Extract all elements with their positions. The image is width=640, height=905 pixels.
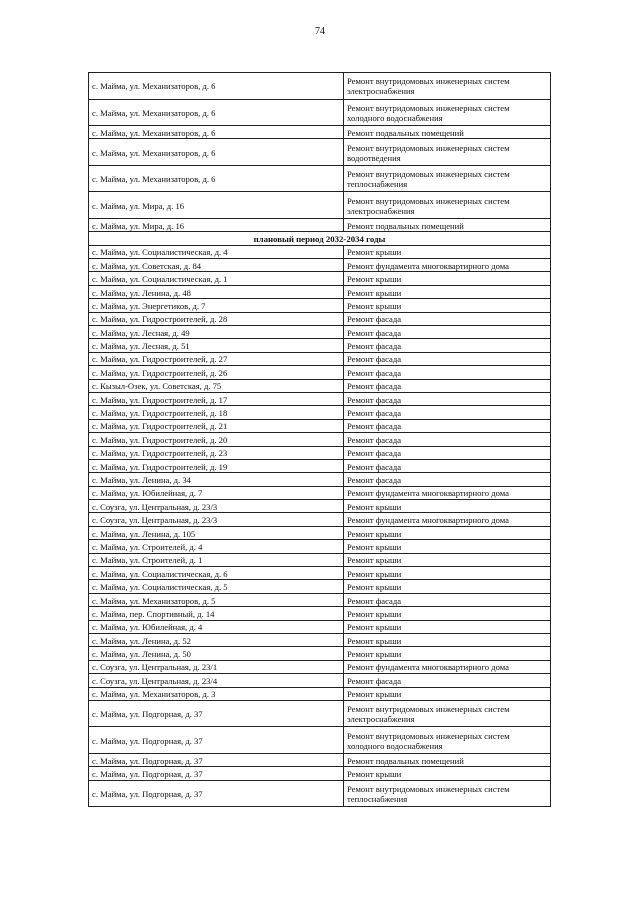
work-type-cell: Ремонт крыши [344,553,551,566]
table-row [89,540,551,553]
work-type-cell: Ремонт внутридомовых инженерных систем теплоснабжения [344,165,551,192]
table-row [89,299,551,312]
address-cell: с. Майма, ул. Строителей, д. 1 [89,553,344,566]
work-type-cell: Ремонт крыши [344,647,551,660]
table-row [89,192,551,219]
address-cell: с. Майма, ул. Юбилейная, д. 7 [89,486,344,499]
table-row [89,473,551,486]
address-cell: с. Майма, пер. Спортивный, д. 14 [89,607,344,620]
work-type-cell: Ремонт крыши [344,687,551,700]
work-type-cell: Ремонт крыши [344,272,551,285]
work-type-cell: Ремонт фасада [344,433,551,446]
address-cell: с. Майма, ул. Гидростроителей, д. 21 [89,419,344,432]
address-cell: с. Майма, ул. Механизаторов, д. 6 [89,73,344,100]
table-row [89,433,551,446]
work-type-cell: Ремонт фундамента многоквартирного дома [344,660,551,673]
table-row [89,259,551,272]
work-type-cell: Ремонт крыши [344,245,551,258]
address-cell: с. Майма, ул. Подгорная, д. 37 [89,753,344,766]
table-row [89,392,551,405]
section-title: плановый период 2032-2034 годы [89,232,551,245]
work-type-cell: Ремонт фасада [344,406,551,419]
table-row [89,218,551,231]
address-cell: с. Майма, ул. Ленина, д. 48 [89,285,344,298]
work-type-cell: Ремонт фасада [344,312,551,325]
work-type-cell: Ремонт фасада [344,352,551,365]
address-cell: с. Майма, ул. Механизаторов, д. 6 [89,139,344,166]
work-type-cell: Ремонт фасада [344,339,551,352]
work-type-cell: Ремонт внутридомовых инженерных систем холодного водоснабжения [344,727,551,754]
table-row [89,73,551,100]
address-cell: с. Майма, ул. Советская, д. 84 [89,259,344,272]
work-type-cell: Ремонт внутридомовых инженерных систем холодного водоснабжения [344,99,551,126]
table-body-after-section [89,245,551,807]
address-cell: с. Майма, ул. Лесная, д. 49 [89,326,344,339]
work-type-cell: Ремонт фасада [344,392,551,405]
table-row [89,674,551,687]
table-row [89,312,551,325]
address-cell: с. Майма, ул. Ленина, д. 50 [89,647,344,660]
work-type-cell: Ремонт фасада [344,366,551,379]
address-cell: с. Майма, ул. Ленина, д. 34 [89,473,344,486]
address-cell: с. Соузга, ул. Центральная, д. 23/3 [89,500,344,513]
table-row [89,526,551,539]
table-row [89,767,551,780]
address-cell: с. Майма, ул. Юбилейная, д. 4 [89,620,344,633]
table-row [89,660,551,673]
table-row [89,446,551,459]
table-row [89,285,551,298]
table-row [89,245,551,258]
address-cell: с. Майма, ул. Механизаторов, д. 5 [89,593,344,606]
table-row [89,352,551,365]
work-type-cell: Ремонт крыши [344,607,551,620]
work-type-cell: Ремонт фундамента многоквартирного дома [344,486,551,499]
work-type-cell: Ремонт фундамента многоквартирного дома [344,259,551,272]
table-row [89,379,551,392]
work-type-cell: Ремонт крыши [344,285,551,298]
work-type-cell: Ремонт крыши [344,580,551,593]
work-type-cell: Ремонт фундамента многоквартирного дома [344,513,551,526]
table-row [89,419,551,432]
address-cell: с. Кызыл-Озек, ул. Советская, д. 75 [89,379,344,392]
table-row [89,567,551,580]
address-cell: с. Майма, ул. Ленина, д. 52 [89,634,344,647]
work-type-cell: Ремонт фасада [344,473,551,486]
address-cell: с. Майма, ул. Гидростроителей, д. 20 [89,433,344,446]
address-cell: с. Майма, ул. Гидростроителей, д. 26 [89,366,344,379]
table-row [89,513,551,526]
address-cell: с. Майма, ул. Энергетиков, д. 7 [89,299,344,312]
table-section-header-group [89,232,551,245]
address-cell: с. Майма, ул. Социалистическая, д. 5 [89,580,344,593]
address-cell: с. Майма, ул. Подгорная, д. 37 [89,700,344,727]
table-row [89,326,551,339]
address-cell: с. Майма, ул. Подгорная, д. 37 [89,727,344,754]
address-cell: с. Майма, ул. Гидростроителей, д. 17 [89,392,344,405]
address-cell: с. Майма, ул. Гидростроителей, д. 18 [89,406,344,419]
table-row [89,580,551,593]
table-row [89,553,551,566]
work-type-cell: Ремонт фасада [344,326,551,339]
table-row [89,165,551,192]
table-row [89,272,551,285]
table-row [89,607,551,620]
address-cell: с. Майма, ул. Подгорная, д. 37 [89,767,344,780]
address-cell: с. Майма, ул. Гидростроителей, д. 27 [89,352,344,365]
work-type-cell: Ремонт внутридомовых инженерных систем водоотведения [344,139,551,166]
address-cell: с. Майма, ул. Механизаторов, д. 6 [89,165,344,192]
table-row [89,366,551,379]
table-body-before-section [89,73,551,232]
address-cell: с. Майма, ул. Механизаторов, д. 6 [89,99,344,126]
table-row [89,486,551,499]
address-cell: с. Майма, ул. Мира, д. 16 [89,192,344,219]
work-type-cell: Ремонт фасада [344,379,551,392]
work-type-cell: Ремонт крыши [344,500,551,513]
work-type-cell: Ремонт крыши [344,299,551,312]
address-cell: с. Майма, ул. Социалистическая, д. 6 [89,567,344,580]
work-type-cell: Ремонт крыши [344,634,551,647]
address-cell: с. Майма, ул. Мира, д. 16 [89,218,344,231]
table-row [89,593,551,606]
table-row [89,700,551,727]
table-row [89,500,551,513]
work-type-cell: Ремонт крыши [344,567,551,580]
table-row [89,459,551,472]
address-cell: с. Майма, ул. Ленина, д. 105 [89,526,344,539]
section-header-row [89,232,551,245]
table-row [89,780,551,807]
repair-schedule-table [88,72,551,807]
address-cell: с. Майма, ул. Строителей, д. 4 [89,540,344,553]
table-row [89,126,551,139]
table-row [89,406,551,419]
address-cell: с. Майма, ул. Лесная, д. 51 [89,339,344,352]
work-type-cell: Ремонт внутридомовых инженерных систем теплоснабжения [344,780,551,807]
table-row [89,687,551,700]
work-type-cell: Ремонт фасада [344,674,551,687]
work-type-cell: Ремонт подвальных помещений [344,126,551,139]
address-cell: с. Майма, ул. Механизаторов, д. 6 [89,126,344,139]
work-type-cell: Ремонт фасада [344,446,551,459]
address-cell: с. Майма, ул. Гидростроителей, д. 28 [89,312,344,325]
address-cell: с. Майма, ул. Механизаторов, д. 3 [89,687,344,700]
work-type-cell: Ремонт крыши [344,540,551,553]
table-row [89,620,551,633]
work-type-cell: Ремонт фасада [344,419,551,432]
table-row [89,753,551,766]
address-cell: с. Майма, ул. Гидростроителей, д. 19 [89,459,344,472]
table-row [89,727,551,754]
address-cell: с. Соузга, ул. Центральная, д. 23/1 [89,660,344,673]
table-row [89,99,551,126]
address-cell: с. Майма, ул. Социалистическая, д. 1 [89,272,344,285]
page-number: 74 [315,26,325,37]
work-type-cell: Ремонт крыши [344,526,551,539]
address-cell: с. Соузга, ул. Центральная, д. 23/3 [89,513,344,526]
address-cell: с. Майма, ул. Подгорная, д. 37 [89,780,344,807]
work-type-cell: Ремонт крыши [344,620,551,633]
address-cell: с. Майма, ул. Гидростроителей, д. 23 [89,446,344,459]
work-type-cell: Ремонт подвальных помещений [344,218,551,231]
table-row [89,647,551,660]
table-row [89,139,551,166]
work-type-cell: Ремонт внутридомовых инженерных систем электроснабжения [344,192,551,219]
table-row [89,339,551,352]
work-type-cell: Ремонт крыши [344,767,551,780]
work-type-cell: Ремонт фасада [344,459,551,472]
table-row [89,634,551,647]
work-type-cell: Ремонт подвальных помещений [344,753,551,766]
address-cell: с. Соузга, ул. Центральная, д. 23/4 [89,674,344,687]
work-type-cell: Ремонт внутридомовых инженерных систем электроснабжения [344,73,551,100]
address-cell: с. Майма, ул. Социалистическая, д. 4 [89,245,344,258]
work-type-cell: Ремонт фасада [344,593,551,606]
work-type-cell: Ремонт внутридомовых инженерных систем электроснабжения [344,700,551,727]
